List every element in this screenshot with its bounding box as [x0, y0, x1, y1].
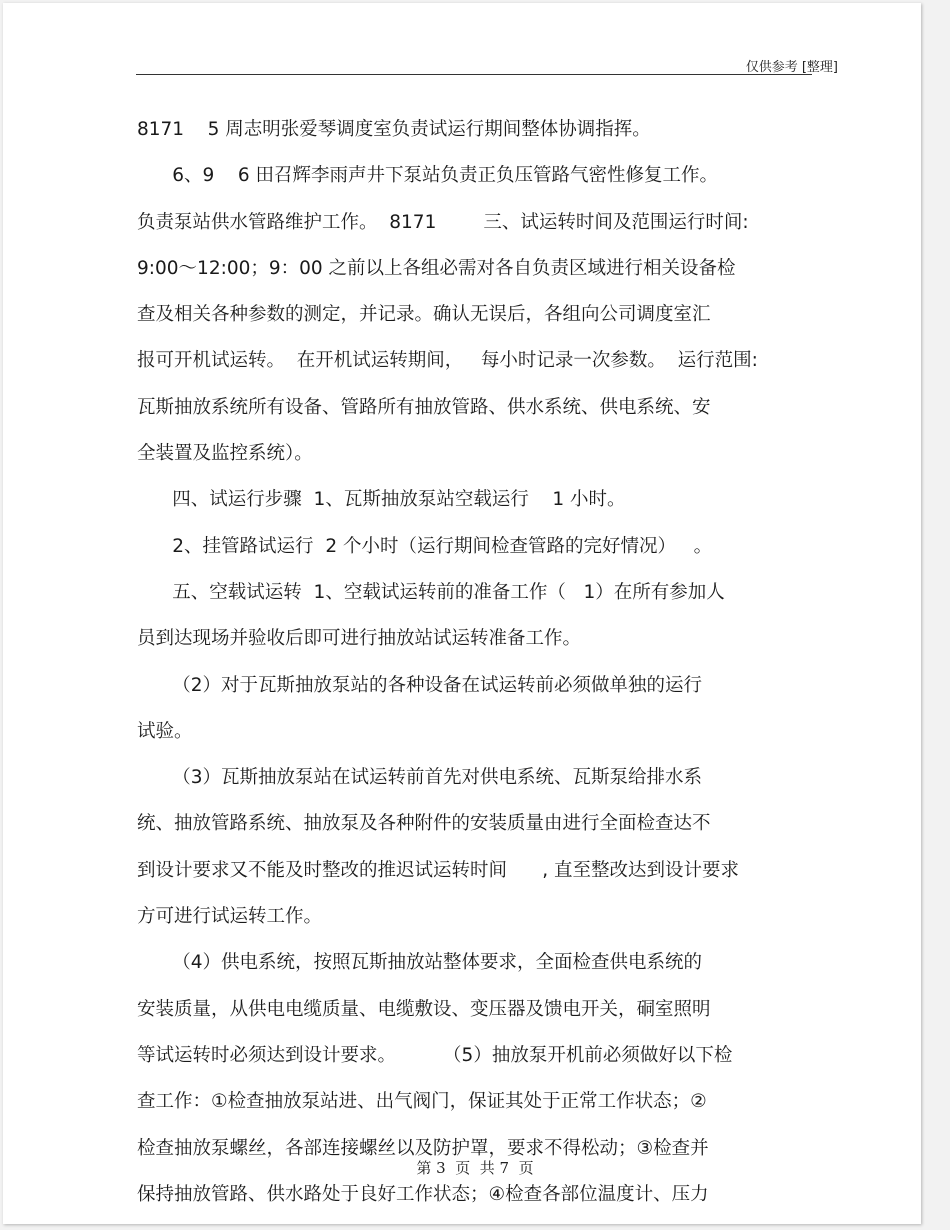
- body-line: 安装质量，从供电电缆质量、电缆敷设、变压器及馈电开关，硐室照明: [137, 998, 711, 1020]
- body-line: 四、试运行步骤 1、瓦斯抽放泵站空载运行 1 小时。: [137, 489, 626, 511]
- body-line: 等试运转时必须达到设计要求。 （5）抽放泵开机前必须做好以下检: [137, 1044, 733, 1066]
- body-line: 报可开机试运转。 在开机试运转期间， 每小时记录一次参数。 运行范围:: [137, 350, 758, 372]
- body-line: 查工作：①检查抽放泵站进、出气阀门，保证其处于正常工作状态；②: [137, 1091, 707, 1113]
- body-line: 负责泵站供水管路维护工作。 8171 三、试运转时间及范围运行时间:: [137, 211, 749, 233]
- body-line: 方可进行试运转工作。: [137, 906, 323, 928]
- body-line: 瓦斯抽放系统所有设备、管路所有抽放管路、供水系统、供电系统、安: [137, 396, 711, 418]
- header-rule: [136, 74, 812, 75]
- body-line: 全装置及监控系统）。: [137, 443, 313, 465]
- body-line: 统、抽放管路系统、抽放泵及各种附件的安装质量由进行全面检查达不: [137, 813, 711, 835]
- page-number-footer: 第 3 页 共 7 页: [416, 1159, 534, 1177]
- body-line: 试验。: [137, 720, 193, 742]
- body-line: （4）供电系统，按照瓦斯抽放站整体要求，全面检查供电系统的: [137, 952, 703, 974]
- body-line: 保持抽放管路、供水路处于良好工作状态；④检查各部位温度计、压力: [137, 1183, 709, 1205]
- document-body: [137, 115, 817, 1226]
- body-line: 查及相关各种参数的测定，并记录。确认无误后，各组向公司调度室汇: [137, 304, 711, 326]
- body-line: 员到达现场并验收后即可进行抽放站试运转准备工作。: [137, 628, 582, 650]
- body-line: 五、空载试运转 1、空载试运转前的准备工作（ 1）在所有参加人: [137, 581, 725, 603]
- body-line: （3）瓦斯抽放泵站在试运转前首先对供电系统、瓦斯泵给排水系: [137, 767, 703, 789]
- body-line: 2、挂管路试运行 2 个小时（运行期间检查管路的完好情况） 。: [137, 535, 713, 557]
- body-line: 9:00～12:00；9：00 之前以上各组必需对各自负责区域进行相关设备检: [137, 257, 736, 279]
- body-line: 检查抽放泵螺丝，各部连接螺丝以及防护罩，要求不得松动；③检查并: [137, 1137, 709, 1159]
- body-line: 6、9 6 田召辉李雨声井下泵站负责正负压管路气密性修复工作。: [137, 165, 718, 187]
- body-line: 到设计要求又不能及时整改的推迟试运转时间 , 直至整改达到设计要求: [137, 859, 740, 881]
- header-reference-label: 仅供参考 [整理]: [745, 60, 838, 75]
- body-line: （2）对于瓦斯抽放泵站的各种设备在试运转前必须做单独的运行: [137, 674, 703, 696]
- body-line: 8171 5 周志明张爱琴调度室负责试运行期间整体协调指挥。: [137, 119, 651, 140]
